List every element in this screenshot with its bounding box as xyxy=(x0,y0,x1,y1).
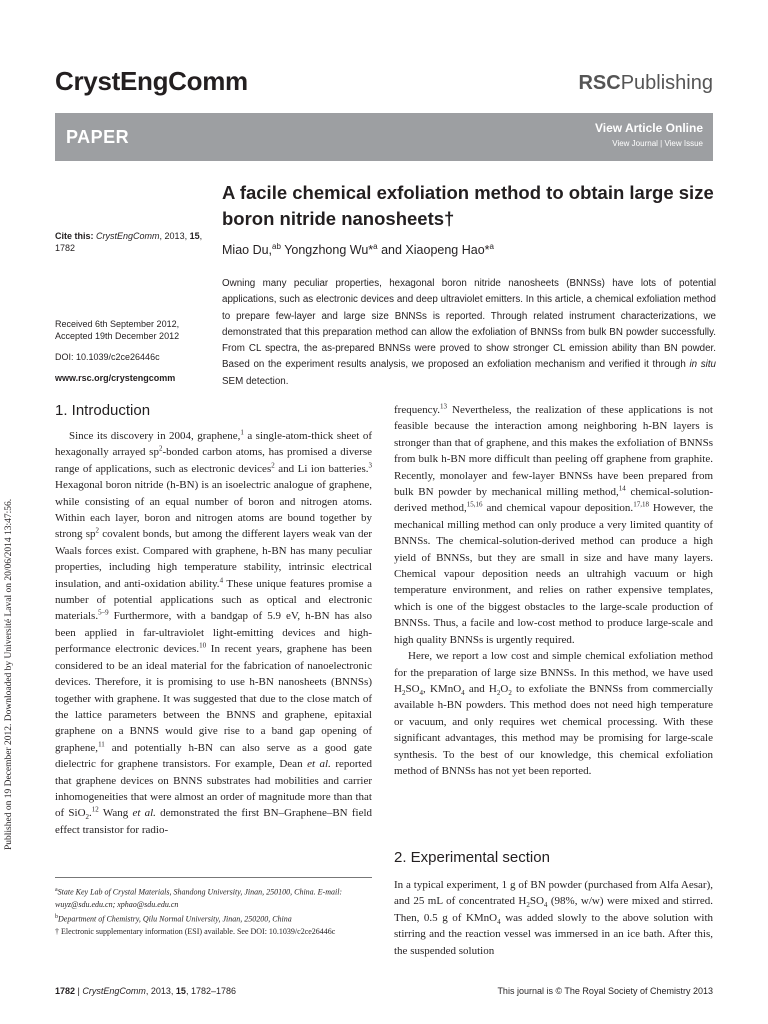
link-separator: | xyxy=(657,139,665,148)
cite-label: Cite this: xyxy=(55,231,94,241)
cite-volume: 15 xyxy=(189,231,200,241)
publisher-logo-rest: Publishing xyxy=(620,72,713,94)
view-journal-link[interactable]: View Journal xyxy=(612,139,658,148)
view-issue-link[interactable]: View Issue xyxy=(664,139,703,148)
footnote-divider xyxy=(55,877,372,878)
footer-citation: 1782 | CrystEngComm, 2013, 15, 1782–1786 xyxy=(55,986,236,996)
banner-links xyxy=(612,139,703,148)
footnote-affiliation-a: $^a$State Key Lab of Crystal Materials, Shandong University, Jinan, 250100, China. E-mail: wuyz@sdu.edu.cn; xphao@sdu.edu.cn xyxy=(55,887,343,909)
cite-journal: CrystEngComm xyxy=(96,231,160,241)
citation-info xyxy=(55,230,215,254)
author-name: and Xiaopeng Hao* xyxy=(381,243,490,258)
author-affiliation: a xyxy=(489,242,494,251)
cite-pages: , 1782 xyxy=(55,231,203,253)
abstract-end: SEM detection. xyxy=(222,375,289,387)
footnotes xyxy=(55,884,372,939)
footnote-affiliation-b: $^b$Department of Chemistry, Qilu Normal University, Jinan, 250200, China xyxy=(55,914,292,924)
abstract-text: Owning many peculiar properties, hexagonal boron nitride nanosheets (BNNSs) have lots of potential applications, such as electronic devices and deep ultraviolet emitters. In this article, a chemical exfoliation method to prepare few-layer and large size BNNSs is reported. Through related instrument characterizations, we demonstrated that this preparation method can allow the exfoliation of BNNSs from bulk BN powder successfully. From CL spectra, the as-prepared BNNSs were proved to show stronger CL emission ability than BN powder. Based on the experiment results analysis, we proposed an exfoliation mechanism and verified it through xyxy=(222,278,716,371)
author-affiliation: a xyxy=(373,242,378,251)
article-type-banner xyxy=(55,113,713,161)
paragraph: Since its discovery in 2004, graphene,$^1$ a single-atom-thick sheet of hexagonally arrayed $sp^2$-bonded carbon atoms, has promised a diverse range of applications, such as electronic devices$^2$ and Li ion batteries.$^3$ Hexagonal boron nitride (h-BN) is an isoelectric analogue of graphene, while consisting of an equal number of boron and nitrogen atoms. Within each layer, boron and nitrogen atoms are bound together by strong $sp^2$ covalent bonds, but among the different layers weak van der Waals forces exist. Compared with graphene, h-BN has many peculiar properties, including high temperature stability, intrinsic electrical insulation, and anti-oxidation ability.$^4$ These unique features promise a number of potential applications such as optical and electronic materials.$^{5-9}$ Furthermore, with a bandgap of 5.9 eV, h-BN has also been applied in far-ultraviolet light-emitting devices and high-performance electronic devices.$^{10}$ In recent years, graphene has been considered to be an ideal material for the fabrication of nanoelectronic devices. Therefore, it is promising to use h-BN nanosheets (BNNSs) together with graphene. It was suggested that due to the close match of the lattice parameters between the BNNS and graphene, epitaxial graphene on a BNNS would give rise to a band gap opening of graphene,$^{11}$ and potentially h-BN can also serve as a good gate dielectric for graphene transistors. For example, Dean et al. reported that graphene devices on BNNS substrates had mobilities and carrier inhomogeneities that were almost an order of magnitude more than that of SiO$_2$.$^{12}$ Wang et al. demonstrated the first BN–Graphene–BN field effect transistor for radio- xyxy=(55,428,373,836)
footer-copyright: This journal is © The Royal Society of Chemistry 2013 xyxy=(497,986,713,996)
accepted-date: Accepted 19th December 2012 xyxy=(55,331,180,341)
footnote-esi: † Electronic supplementary information (ESI) available. See DOI: 10.1039/c2ce26446c xyxy=(55,927,336,937)
journal-title: CrystEngComm xyxy=(55,66,248,96)
abstract xyxy=(222,276,716,390)
page-number: 1782 xyxy=(55,986,76,996)
view-article-online-link[interactable]: View Article Online xyxy=(594,121,703,135)
download-notice-text: Published on 19 December 2012. Downloaded by Université Laval on 20/06/2014 13:47:56. xyxy=(4,498,14,850)
publisher-logo xyxy=(578,72,713,95)
paragraph: Here, we report a low cost and simple chemical exfoliation method for the preparation of large size BNNSs. In this method, we have used $H_2SO_4$, KMnO$_4$ and $H_2O_2$ to exfoliate the BNNSs from commercially available h-BN powders. This method does not need high temperature or vacuum, and only requires wet chemical processing. With these significant advantages, this method may be promising for large-scale synthesis. To the best of our knowledge, this chemical exfoliation method of BNNSs has not yet been reported. xyxy=(394,650,713,777)
section-heading-experimental: 2. Experimental section xyxy=(394,849,550,866)
abstract-italic: in situ xyxy=(689,359,717,371)
experimental-paragraph xyxy=(394,877,713,959)
doi[interactable]: DOI: 10.1039/c2ce26446c xyxy=(55,352,160,362)
author-name: Miao Du, xyxy=(222,243,273,258)
article-type-label: PAPER xyxy=(66,127,130,147)
introduction-right-column xyxy=(394,402,713,779)
publisher-logo-bold: RSC xyxy=(578,72,621,94)
paragraph: In a typical experiment, 1 g of BN powder (purchased from Alfa Aesar), and 25 mL of concentrated $H_2SO_4$ (98%, w/w) were mixed and stirred. Then, 0.5 g of KMnO$_4$ was added slowly to the above solution with stirring and the reaction vessel was immersed in an ice bath. After this, the suspended solution xyxy=(394,879,713,957)
author-name: Yongzhong Wu* xyxy=(284,243,374,258)
download-notice xyxy=(2,220,16,850)
received-dates xyxy=(55,318,215,342)
author-affiliation: ab xyxy=(272,242,281,251)
cite-year: , 2013, xyxy=(159,231,190,241)
received-date: Received 6th September 2012, xyxy=(55,319,180,329)
paragraph: frequency.$^{13}$ Nevertheless, the realization of these applications is not feasible because the interaction among neighboring h-BN layers is stronger than that of graphene, and this makes the exfoliation of BNNSs from bulk h-BN more difficult than peeling off graphene from graphite. Recently, monolayer and few-layer BNNSs have been prepared from bulk BN powder by mechanical milling method,$^{14}$ chemical-solution-derived method,$^{15,16}$ and chemical vapour deposition.$^{17,18}$ However, the mechanical milling method can only produce a very limited quantity of BNNSs. The chemical-solution-derived method can produce a high yield of BNNSs, but they are small in size and have many layers. Chemical vapour deposition needs an ultrahigh vacuum or high temperature environment, and relies on rather expensive templates, which is one of the biggest obstacles to the large-scale production of BNNSs. Thus, a facile and low-cost method to produce large-scale and high quality BNNSs is urgently required. xyxy=(394,402,713,646)
section-heading-introduction: 1. Introduction xyxy=(55,402,151,419)
introduction-left-column xyxy=(55,428,372,838)
article-title: A facile chemical exfoliation method to obtain large size boron nitride nanosheets† xyxy=(222,182,714,229)
journal-url[interactable]: www.rsc.org/crystengcomm xyxy=(55,373,176,383)
author-list xyxy=(222,242,494,257)
